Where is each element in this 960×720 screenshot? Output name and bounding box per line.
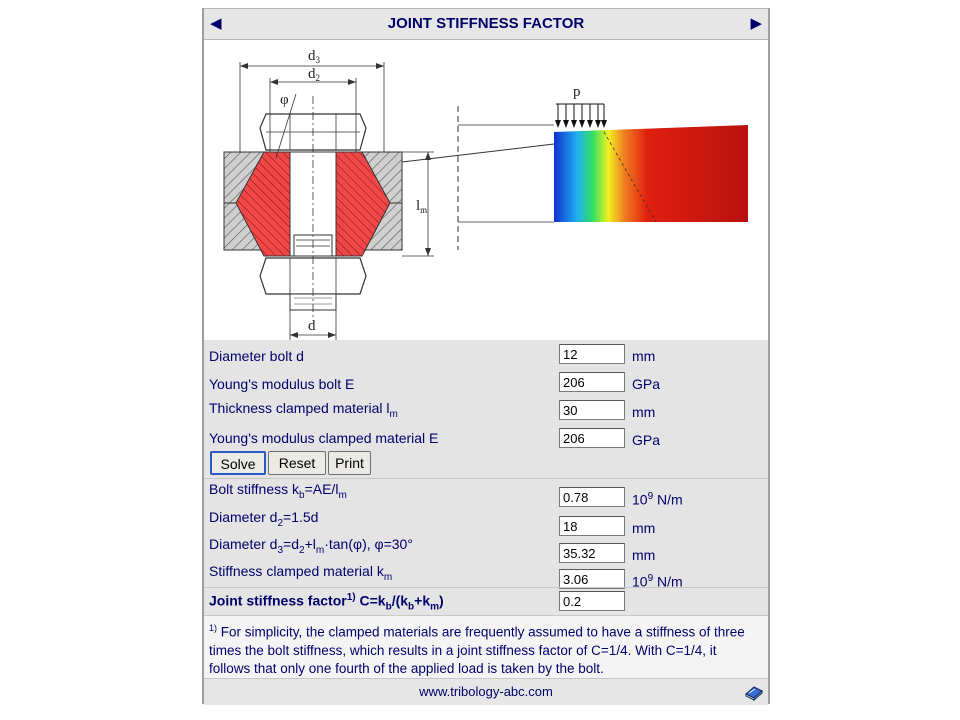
young-bolt-label: Young's modulus bolt E (209, 376, 355, 392)
book-icon[interactable] (744, 682, 764, 702)
young-clamped-unit: GPa (632, 432, 661, 448)
d3-result-label: Diameter $d_3=d_2+l_m\cdot\tan(\varphi)$, φ=30° (209, 536, 413, 556)
p-label: p (573, 84, 581, 100)
d2-label: $d_2$ (308, 66, 320, 83)
young-clamped-input[interactable] (559, 428, 625, 448)
thickness-label: Thickness clamped material $l_m$ (209, 400, 398, 420)
bolt-stiffness-label: Bolt stiffness $k_b=AE/l_m$ (209, 481, 347, 501)
d3-label: $d_3$ (308, 48, 320, 65)
d-label: d (308, 318, 316, 334)
thickness-input[interactable] (559, 400, 625, 420)
title-bar (204, 8, 768, 40)
result-row-joint-factor (204, 587, 768, 615)
footnote-section (204, 615, 768, 678)
fea-stress-plot (554, 125, 748, 222)
clamped-stiffness-unit: $10^9$ N/m (632, 573, 683, 590)
print-button[interactable]: Print (328, 451, 371, 475)
footnote-text: $^{1)}$ For simplicity, the clamped materials are frequently assumed to have a stiffness of three times the bolt stiffness, which results in a joint stiffness factor of C=1/4. With C=1/4, it follows that only one fourth of the applied load is taken by the bolt. (209, 623, 745, 676)
next-arrow-icon[interactable]: ▶ (750, 15, 762, 32)
young-clamped-label: Young's modulus clamped material E (209, 430, 439, 446)
clamped-stiffness-output[interactable] (559, 569, 625, 589)
page-title: JOINT STIFFNESS FACTOR (387, 15, 585, 32)
prev-arrow-icon[interactable]: ◀ (210, 15, 222, 32)
young-bolt-unit: GPa (632, 376, 661, 392)
calculator-panel (202, 8, 770, 704)
phi-label: φ (280, 92, 289, 108)
footer (204, 678, 768, 705)
joint-diagram (204, 40, 768, 340)
joint-diagram-svg (204, 40, 768, 340)
reset-button[interactable]: Reset (268, 451, 326, 475)
d2-unit: mm (632, 520, 656, 536)
d3-unit: mm (632, 547, 656, 563)
solve-button[interactable]: Solve (210, 451, 266, 475)
bolt-stiffness-unit: $10^9$ N/m (632, 491, 683, 508)
diameter-bolt-label: Diameter bolt d (209, 348, 304, 364)
d3-output[interactable] (559, 543, 625, 563)
results-section (204, 478, 768, 614)
website-link[interactable]: www.tribology-abc.com (419, 684, 553, 699)
joint-factor-label: Joint stiffness factor$^{1)}$ $C=k_b/(k_b+k_m)$ (209, 592, 444, 613)
d2-output[interactable] (559, 516, 625, 536)
bolt-stiffness-output[interactable] (559, 487, 625, 507)
d2-result-label: Diameter $d_2=1.5d$ (209, 509, 319, 529)
joint-factor-output[interactable] (559, 591, 625, 611)
thickness-unit: mm (632, 404, 656, 420)
lm-label: $l_m$ (416, 198, 428, 215)
young-bolt-input[interactable] (559, 372, 625, 392)
diameter-bolt-unit: mm (632, 348, 656, 364)
clamped-stiffness-label: Stiffness clamped material $k_m$ (209, 563, 393, 583)
diameter-bolt-input[interactable] (559, 344, 625, 364)
